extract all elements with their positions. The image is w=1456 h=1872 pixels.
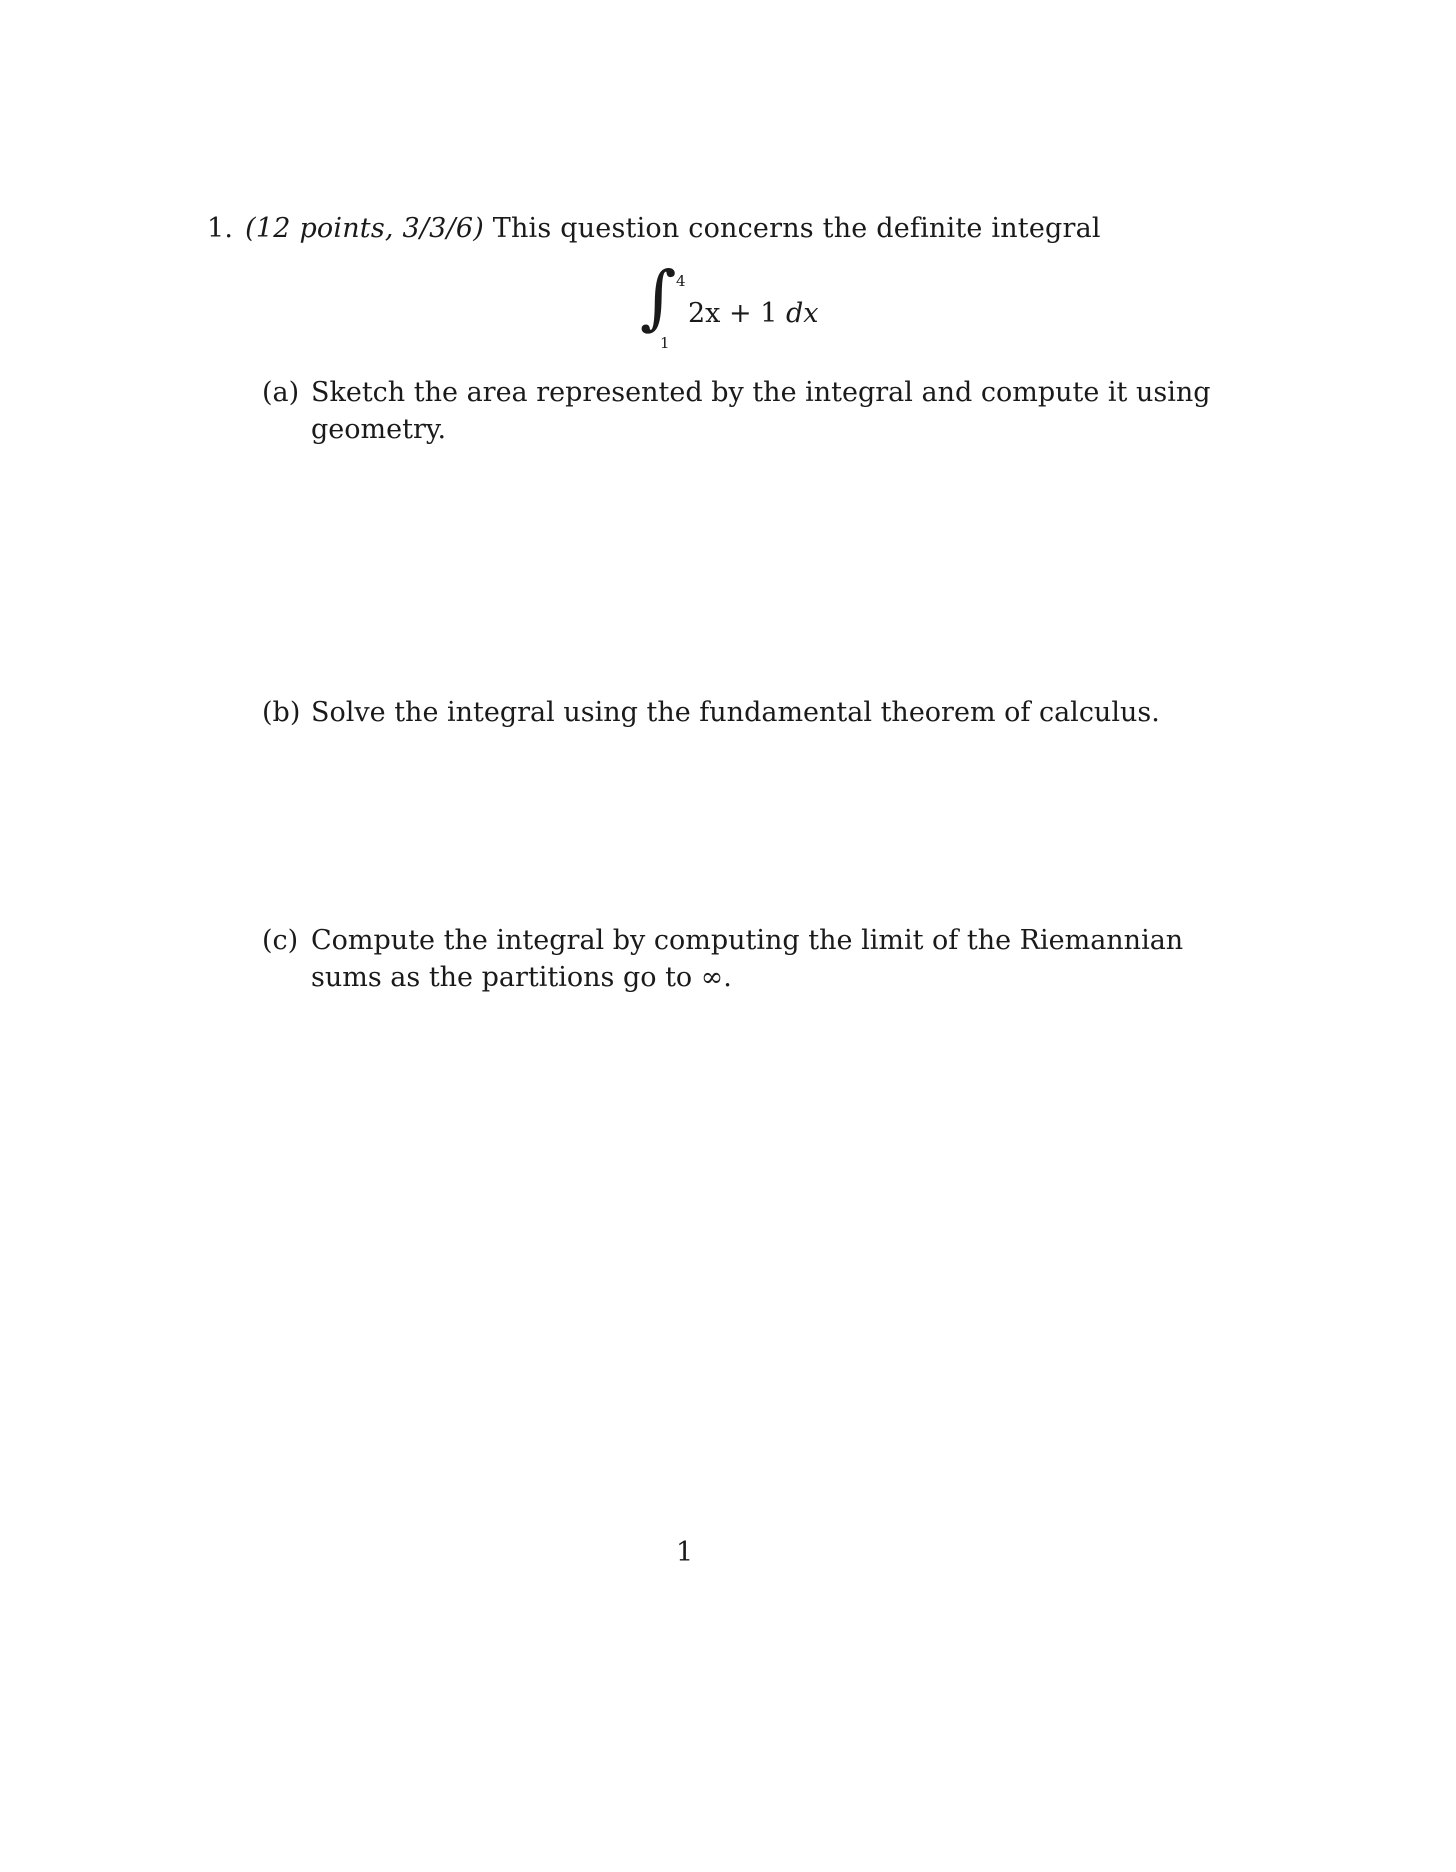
integral-upper-limit: 4 bbox=[676, 272, 686, 290]
part-a-label: (a) bbox=[262, 377, 300, 408]
differential: dx bbox=[785, 298, 819, 329]
integral-expression bbox=[640, 256, 880, 360]
part-b bbox=[262, 694, 1222, 731]
problem-header bbox=[207, 213, 1101, 244]
page-number: 1 bbox=[676, 1537, 694, 1568]
part-a-text: Sketch the area represented by the integral and compute it using geometry. bbox=[311, 377, 1211, 445]
integral-sign: ∫ bbox=[640, 256, 677, 338]
integrand-group bbox=[688, 298, 818, 329]
part-a bbox=[262, 374, 1222, 448]
problem-intro: This question concerns the definite integral bbox=[492, 213, 1101, 244]
part-c-text: Compute the integral by computing the limit of the Riemannian sums as the partitions go to ∞. bbox=[311, 925, 1184, 993]
part-c bbox=[262, 922, 1222, 996]
problem-points: (12 points, 3/3/6) bbox=[245, 213, 484, 244]
integrand: 2x + 1 bbox=[688, 298, 778, 329]
part-c-label: (c) bbox=[262, 925, 299, 956]
part-b-text: Solve the integral using the fundamental theorem of calculus. bbox=[311, 697, 1160, 728]
part-b-label: (b) bbox=[262, 697, 301, 728]
problem-number: 1. bbox=[207, 213, 234, 244]
integral-lower-limit: 1 bbox=[660, 334, 670, 352]
